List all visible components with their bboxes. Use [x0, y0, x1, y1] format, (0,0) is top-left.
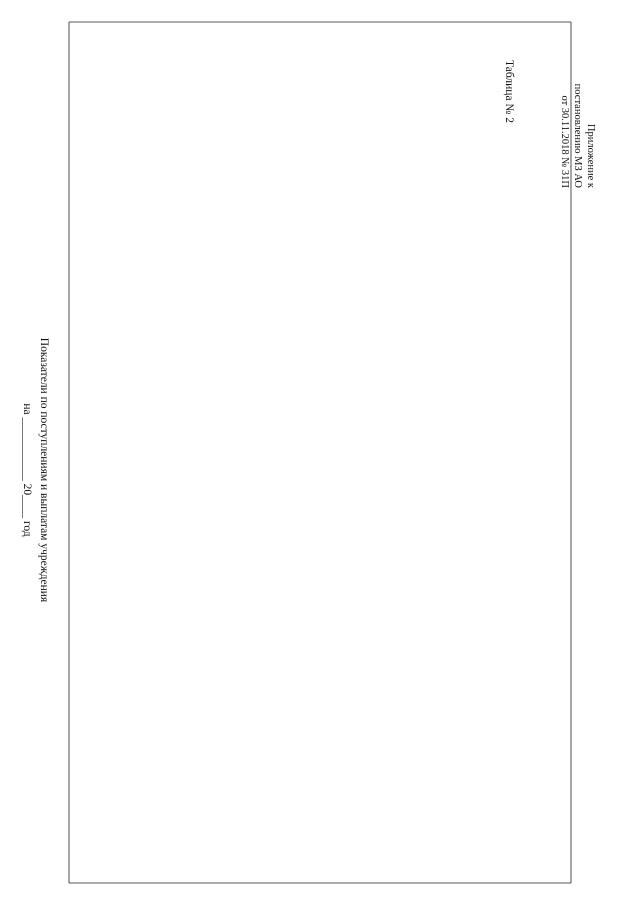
appendix-line-2: постановлению МЗ АО [572, 83, 583, 188]
sheet-group [21, 22, 571, 883]
appendix-line-1: Приложение к [585, 123, 596, 188]
table-label: Таблица № 2 [503, 60, 515, 124]
page-title: Показатели по поступлениям и выплатам учреждения [38, 337, 50, 603]
page-subtitle: на ___________ 20____ год [21, 403, 33, 537]
appendix-line-3: от 30.11.2018 № 31П [559, 95, 570, 188]
